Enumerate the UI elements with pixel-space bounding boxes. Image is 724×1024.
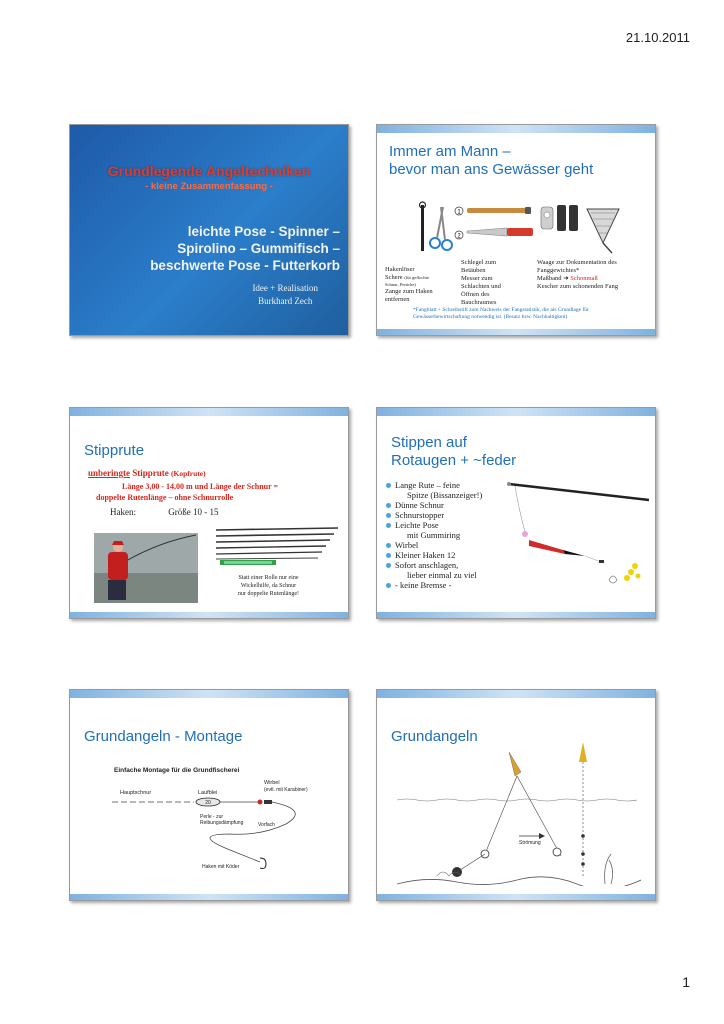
list-item: Schnurstopper [385, 510, 482, 520]
slide2-title-line: Immer am Mann – [389, 143, 511, 160]
slide-grundangeln-montage [69, 689, 349, 901]
weight-value: 20 [205, 800, 211, 806]
arrow-right-icon: ➜ [563, 275, 569, 282]
label-stroemung: Strömung [519, 840, 541, 846]
list-item: Leichte Pose [385, 520, 482, 530]
slide-top-bar [377, 408, 655, 416]
tool-label: Schlachten und [461, 283, 501, 290]
tool-label [537, 275, 618, 283]
float-rig-image [505, 480, 653, 592]
label-vorfach: Vorfach [258, 822, 275, 828]
slide-equipment [376, 124, 656, 336]
slide-top-bar [377, 125, 655, 133]
slide3-title: Stipprute [84, 442, 145, 459]
marker-2: 2 [457, 233, 461, 240]
credit-line: Idee + Realisation [252, 283, 318, 293]
tools-list-3 [537, 259, 618, 291]
slide4-title-line: Rotaugen + ~feder [391, 452, 517, 469]
slide3-note [238, 574, 299, 598]
rod-sections-image [214, 526, 340, 562]
slide1-main-line: leichte Pose - Spinner – [187, 224, 340, 239]
slide1-subtitle: - kleine Zusammenfassung - [145, 181, 273, 192]
list-item: Sofort anschlagen, [385, 560, 482, 570]
slide6-title: Grundangeln [391, 728, 478, 745]
tool-label: Fanggewichtes* [537, 267, 580, 274]
credit-line: Burkhard Zech [258, 296, 313, 306]
grundangeln-diagram [397, 736, 641, 886]
header-date: 21.10.2011 [625, 30, 690, 45]
list-item-continuation: mit Gummiring [407, 530, 461, 540]
slide-top-bar [70, 690, 348, 698]
footnote-line: *Fangblatt + Schreibstift zum Nachweis der Fangstatistik, die als Grundlage für [413, 307, 589, 313]
slide-top-bar [377, 690, 655, 698]
slide-grundangeln [376, 689, 656, 901]
label-wirbel: Wirbel [264, 780, 280, 786]
label-perle-sub: Reibungsdämpfung [200, 820, 244, 826]
slide1-credit [252, 282, 318, 308]
slide-top-bar [70, 408, 348, 416]
slide3-line1-paren: (Kopfrute) [171, 469, 206, 478]
slide3-line3: doppelte Rutenlänge – ohne Schnurrolle [96, 493, 234, 502]
tool-label: Schlegel zum [461, 259, 497, 266]
slide2-title-line: bevor man ans Gewässer geht [389, 161, 594, 178]
slide1-main-line: Spirolino – Gummifisch – [177, 241, 340, 256]
tool-label-highlight: Schonmaß [570, 275, 598, 282]
slide3-haken [110, 507, 219, 517]
slide4-title [391, 434, 516, 470]
slide-title [69, 124, 349, 336]
angler-photo [94, 533, 198, 603]
tool-label: Zange zum Haken [385, 288, 433, 295]
list-item-continuation: lieber einmal zu viel [407, 570, 477, 580]
label-hauptschnur: Hauptschnur [120, 790, 152, 796]
tool-label: Hakenlöser [385, 266, 415, 273]
tool-label: Messer zum [461, 275, 493, 282]
label-perle: Perle - zur [200, 814, 224, 820]
tool-label-main: Maßband [537, 275, 562, 282]
note-line: Statt einer Rolle nur eine [238, 575, 299, 581]
marker-1: 1 [457, 209, 461, 216]
slide-bottom-bar [377, 612, 655, 618]
list-item: - keine Bremse - [385, 580, 482, 590]
haken-label: Haken: [110, 507, 136, 517]
slide3-line1-rest: Stipprute [132, 468, 169, 478]
tool-label: entfernen [385, 296, 410, 303]
equipment-photo [407, 199, 647, 255]
footnote-line: Gewässerbewirtschaftung notwendig ist. (Besatz bzw. Nachhaltigkeit) [413, 314, 568, 320]
list-item: Lange Rute – feine [385, 480, 482, 490]
slide-bottom-bar [70, 894, 348, 900]
label-wirbel-sub: (evtl. mit Karabiner) [264, 787, 308, 793]
slide-stippen [376, 407, 656, 619]
tools-list-1 [385, 266, 433, 304]
footnote [413, 307, 589, 321]
haken-value: Größe 10 - 15 [168, 507, 219, 517]
list-item: Kleiner Haken 12 [385, 550, 482, 560]
tool-label-main: Schere [385, 274, 403, 281]
slide1-main-text [90, 223, 340, 274]
tool-label: Kescher zum schonenden Fang [537, 283, 619, 290]
slide1-main-line: beschwerte Pose - Futterkorb [150, 258, 340, 273]
tips-list [385, 480, 482, 590]
list-item: Wirbel [385, 540, 482, 550]
list-item-continuation: Spitze (Bissanzeiger!) [407, 490, 483, 500]
montage-diagram [110, 762, 310, 872]
slide2-title [389, 143, 593, 179]
tool-label [385, 274, 433, 282]
page-number: 1 [682, 974, 690, 990]
slide5-title: Grundangeln - Montage [84, 728, 243, 745]
slide3-line2: Länge 3,00 - 14,00 m und Länge der Schnur = [122, 482, 279, 491]
slide4-title-line: Stippen auf [391, 434, 467, 451]
slide-bottom-bar [377, 894, 655, 900]
tool-label: Bauchraumes [461, 299, 497, 306]
tool-label: Betäuben [461, 267, 486, 274]
tool-label-note: Schnur, Perücke) [385, 282, 416, 287]
underlined-word: unberingte [88, 468, 131, 478]
slide3-line1 [88, 468, 206, 478]
tool-label-note: (für geflochte [404, 275, 429, 280]
list-item: Dünne Schnur [385, 500, 482, 510]
label-laufblei: Laufblei [198, 790, 218, 796]
tools-list-2 [461, 259, 501, 307]
slide-bottom-bar [377, 329, 655, 335]
note-line: Wickelhilfe, da Schnur [240, 583, 297, 589]
slide-bottom-bar [70, 612, 348, 618]
diagram-title: Einfache Montage für die Grundfischerei [114, 767, 240, 774]
note-line: nur doppelte Rutenlänge! [238, 591, 299, 597]
slide-stipprute [69, 407, 349, 619]
slide1-title: Grundlegende Angeltechniken [107, 163, 311, 179]
tool-label: Waage zur Dokumentation des [537, 259, 617, 266]
tool-label: Öffnen des [461, 291, 490, 298]
label-haken: Haken mit Köder [202, 864, 240, 870]
line-winder-image [220, 558, 276, 568]
